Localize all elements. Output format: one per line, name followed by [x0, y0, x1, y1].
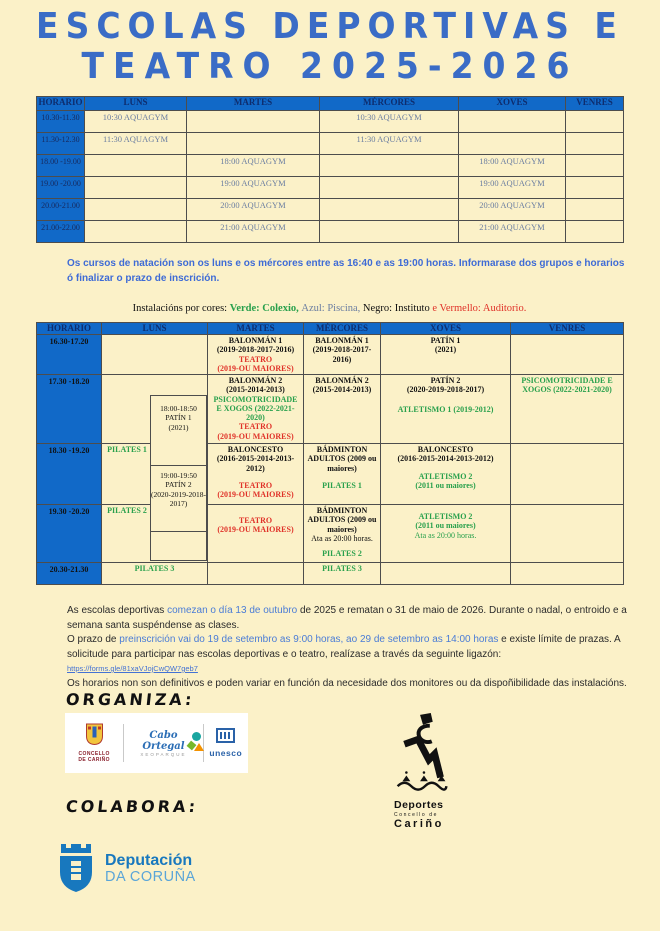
table-row: [37, 221, 624, 243]
sports-schedule: [36, 322, 624, 585]
schedule-cell: [566, 221, 624, 243]
schedule-cell: [566, 177, 624, 199]
schedule-cell: [85, 199, 187, 221]
xeoparque-label: XEOPARQUE: [140, 751, 187, 757]
legend-azul: Azul: Piscina,: [301, 303, 363, 314]
column-header: HORARIO: [37, 323, 102, 335]
table-row: [37, 111, 624, 133]
time-cell: 19.30 -20.20: [37, 505, 102, 563]
schedule-cell: 19:00 AQUAGYM: [459, 177, 566, 199]
table-row: [37, 133, 624, 155]
concello-name-line2: DE CARIÑO: [78, 757, 110, 763]
schedule-cell: [85, 221, 187, 243]
activity-label: BALONMÁN 2: [315, 376, 369, 386]
paragraph-enrolment: [67, 633, 633, 677]
activity-label: (2016-2015-2014-2013-2012): [216, 454, 295, 473]
schedule-cell: 21:00 AQUAGYM: [187, 221, 320, 243]
activity-label: (2020-2019-2018-2017): [151, 489, 206, 509]
activity-label: PSICOMOTRICIDADE E XOGOS (2022-2021-2020): [213, 394, 298, 423]
table-row: [37, 155, 624, 177]
activity-label: PATÍN 1: [430, 336, 461, 345]
activity-label: PILATES 3: [322, 564, 362, 574]
activity-label: TEATRO: [238, 480, 273, 490]
activity-label: (2011 ou maiores): [415, 480, 476, 490]
schedule-cell: [304, 563, 381, 585]
activity-label: BÁDMINTON ADULTOS (2009 ou maiores): [307, 506, 377, 534]
schedule-cell: [102, 335, 208, 375]
page-title-line1: ESCOLAS DEPORTIVAS E: [36, 4, 624, 47]
schedule-cell: [381, 335, 511, 375]
column-header: MARTES: [208, 323, 304, 335]
legend-intro: Instalacións por cores:: [132, 303, 230, 314]
column-header: LUNS: [102, 323, 208, 335]
activity-label: PILATES 1: [107, 445, 147, 455]
schedule-cell: [511, 335, 624, 375]
paragraph-dates: [67, 604, 633, 633]
activity-label: BALONCESTO: [227, 445, 284, 455]
organiza-heading: ORGANIZA:: [65, 690, 196, 709]
deportes-sublabel: Concello de: [394, 812, 439, 818]
activity-label: (2015-2014-2013): [312, 385, 372, 395]
activity-label: BÁDMINTON ADULTOS (2009 ou maiores): [307, 445, 377, 473]
legend-negro: Negro: Instituto: [362, 303, 433, 314]
activity-label: 18:00-18:50: [160, 404, 197, 413]
schedule-cell: 20:00 AQUAGYM: [459, 199, 566, 221]
schedule-cell: 10:30 AQUAGYM: [320, 111, 459, 133]
column-header: XOVES: [459, 97, 566, 111]
deportes-carino-logo: [394, 712, 464, 830]
table1-header-row: [37, 97, 624, 111]
schedule-cell: [187, 133, 320, 155]
schedule-cell: [320, 199, 459, 221]
deputacion-crest-icon: [54, 843, 98, 895]
column-header: MÉRCORES: [320, 97, 459, 111]
time-cell: 20.30-21.30: [37, 563, 102, 585]
deputacion-logo: [54, 843, 196, 895]
schedule-cell: [511, 444, 624, 505]
legend-verde: Verde: Colexio,: [229, 303, 302, 314]
column-header: VENRES: [511, 323, 624, 335]
table2-header-row: [37, 323, 624, 335]
schedule-cell: 21:00 AQUAGYM: [459, 221, 566, 243]
activity-label: (2019-2018-2017-2016): [312, 345, 372, 364]
unesco-logo: [207, 728, 245, 758]
patin2-subcell: [150, 465, 207, 532]
colabora-heading: COLABORA:: [65, 797, 200, 816]
schedule-cell: 11:30 AQUAGYM: [320, 133, 459, 155]
schedule-cell: [459, 111, 566, 133]
organiser-logos: [65, 713, 248, 773]
activity-label: BALONMÁN 2: [228, 376, 283, 386]
deputacion-wordmark: Deputación: [105, 851, 193, 869]
schedule-cell: [511, 375, 624, 444]
schedule-cell: [320, 177, 459, 199]
activity-label: ATLETISMO 2: [418, 471, 473, 481]
activity-label: PSICOMOTRICIDADE E XOGOS (2022-2021-2020): [521, 376, 613, 395]
activity-label: 19:00-19:50: [160, 471, 197, 480]
time-cell: 17.30 -18.20: [37, 375, 102, 444]
activity-label: (2015-2014-2013): [226, 385, 285, 395]
schedule-cell: 11:30 AQUAGYM: [85, 133, 187, 155]
time-cell: 20.00-21.00: [37, 199, 85, 221]
deportes-label: Deportes: [394, 799, 444, 811]
unesco-wordmark: unesco: [209, 748, 243, 758]
text-segment: comezan o día 13 de outubro: [167, 605, 300, 616]
time-cell: 11.30-12.30: [37, 133, 85, 155]
activity-label: (2019-2018-2017-2016): [216, 345, 295, 355]
schedule-cell: [566, 199, 624, 221]
pool-schedule-table: [36, 96, 624, 243]
schedule-cell: 19:00 AQUAGYM: [187, 177, 320, 199]
schedule-cell: [320, 221, 459, 243]
activity-label: PATÍN 1: [165, 413, 192, 423]
concello-name-line1: CONCELLO: [78, 750, 110, 757]
column-header: MARTES: [187, 97, 320, 111]
table-row: [37, 199, 624, 221]
schedule-cell: [85, 155, 187, 177]
column-header: LUNS: [85, 97, 187, 111]
time-cell: 18.30 -19.20: [37, 444, 102, 505]
activity-label: (2019-OU MAIORES): [217, 431, 294, 441]
concello-crest-icon: [85, 723, 104, 746]
activity-label: TEATRO: [238, 422, 273, 432]
schedule-cell: [381, 563, 511, 585]
time-cell: 10.30-11.30: [37, 111, 85, 133]
schedule-cell: [320, 155, 459, 177]
unesco-temple-icon: [216, 728, 235, 743]
table-row: [37, 444, 624, 505]
sports-schedule-table: [36, 322, 624, 585]
cabo-ortegal-logo: [127, 730, 199, 757]
schedule-cell: 20:00 AQUAGYM: [187, 199, 320, 221]
column-header: XOVES: [381, 323, 511, 335]
schedule-cell: [459, 133, 566, 155]
paragraph-disclaimer: [67, 677, 633, 692]
schedule-cell: [208, 505, 304, 563]
text-segment: O prazo de: [67, 634, 120, 645]
activity-label: (2021): [434, 345, 457, 355]
table-row: [37, 505, 624, 563]
text-segment: de 2025 e rematan o 31 de maio de 2026. Durante o nadal, o entroido e a semana santa suspéndense as clases.: [67, 605, 627, 631]
activity-label: BALONMÁN 1: [228, 336, 283, 345]
activity-label: PILATES 2: [107, 506, 147, 516]
schedule-cell: [187, 111, 320, 133]
enrolment-form-link[interactable]: https://forms.gle/81xaVJojCwQW7geb7: [67, 664, 198, 673]
activity-label: (2011 ou maiores): [415, 521, 476, 531]
info-paragraphs: [67, 604, 633, 691]
column-header: VENRES: [566, 97, 624, 111]
schedule-cell: [566, 111, 624, 133]
text-segment: Os horarios non son definitivos e poden variar en función da necesidade dos monitores ou da dispoñibilidade das instalacións.: [67, 677, 627, 689]
activity-label: (2019-OU MAIORES): [217, 363, 294, 373]
activity-label: BALONMÁN 1: [315, 336, 369, 345]
schedule-cell: [381, 505, 511, 563]
activity-label: TEATRO: [238, 354, 273, 364]
deputacion-sublabel: DA CORUÑA: [105, 868, 196, 885]
geopark-circle-icon: [192, 732, 201, 741]
schedule-cell: [566, 155, 624, 177]
cabo-ortegal-wordmark: Cabo Ortegal: [142, 729, 185, 752]
time-cell: 18.00 -19.00: [37, 155, 85, 177]
table-row: [37, 177, 624, 199]
pool-schedule: [36, 96, 624, 243]
schedule-cell: 18:00 AQUAGYM: [187, 155, 320, 177]
table-row: [37, 335, 624, 375]
activity-label: BALONCESTO: [417, 445, 474, 455]
text-segment: preinscrición vai do 19 de setembro as 9:00 horas, ao 29 de setembro as 14:00 horas: [119, 634, 502, 645]
activity-label: PILATES 3: [134, 564, 175, 574]
activity-label: (2020-2019-2018-2017): [406, 385, 485, 395]
schedule-cell: [208, 335, 304, 375]
page-title-line2: TEATRO 2025-2026: [81, 44, 579, 87]
concello-carino-logo: [68, 723, 120, 764]
schedule-cell: [304, 444, 381, 505]
activity-label: ATLETISMO 1 (2019-2012): [397, 404, 494, 414]
activity-label: ATLETISMO 2: [418, 512, 473, 522]
activity-label: PATÍN 2: [165, 480, 192, 490]
text-segment: As escolas deportivas: [67, 605, 168, 616]
schedule-cell: [566, 133, 624, 155]
activity-label: (2019-OU MAIORES): [217, 525, 294, 535]
geopark-triangle-icon: [194, 743, 204, 751]
time-cell: 16.30-17.20: [37, 335, 102, 375]
activity-label: PILATES 2: [322, 549, 362, 559]
schedule-cell: [511, 505, 624, 563]
column-header: HORARIO: [37, 97, 85, 111]
activity-label: (2021): [168, 422, 189, 432]
runner-icon: [394, 712, 450, 794]
schedule-cell: [381, 375, 511, 444]
schedule-cell: [208, 444, 304, 505]
table-row: [37, 375, 624, 444]
table-row: [37, 563, 624, 585]
activity-label: (2016-2015-2014-2013-2012): [397, 454, 494, 464]
schedule-cell: [85, 177, 187, 199]
schedule-cell: [304, 335, 381, 375]
schedule-cell: [381, 444, 511, 505]
patin1-subcell: [150, 395, 207, 466]
time-cell: 19.00 -20.00: [37, 177, 85, 199]
time-cell: 21.00-22.00: [37, 221, 85, 243]
schedule-cell: [304, 375, 381, 444]
column-header: MÉRCORES: [304, 323, 381, 335]
deportes-town-label: Cariño: [394, 818, 444, 830]
swimming-note: Os cursos de natación son os luns e os mércores entre as 16:40 e as 19:00 horas. Informarase dos grupos e horarios ó finalizar o prazo de inscrición.: [67, 258, 625, 284]
activity-label: (2019-OU MAIORES): [217, 490, 294, 500]
schedule-cell: [511, 563, 624, 585]
schedule-cell: [304, 505, 381, 563]
schedule-cell: 10:30 AQUAGYM: [85, 111, 187, 133]
schedule-cell: [208, 563, 304, 585]
text-segment: e existe límite de prazas. A solicitude para participar nas escolas deportivas e o teatro, realízase a través da seguinte ligazón:: [67, 634, 621, 660]
activity-label: TEATRO: [238, 516, 273, 526]
color-legend: [36, 303, 623, 314]
schedule-cell: [208, 375, 304, 444]
schedule-cell: [102, 563, 208, 585]
legend-vermello: e Vermello: Auditorio.: [432, 303, 527, 314]
activity-label: Ata as 20:00 horas.: [311, 533, 373, 543]
schedule-cell: 18:00 AQUAGYM: [459, 155, 566, 177]
activity-label: PATÍN 2: [430, 376, 461, 386]
empty-subcell: [150, 531, 207, 561]
logo-divider: [123, 724, 124, 762]
activity-label: PILATES 1: [322, 480, 362, 490]
activity-label: Ata as 20:00 horas.: [414, 530, 477, 540]
